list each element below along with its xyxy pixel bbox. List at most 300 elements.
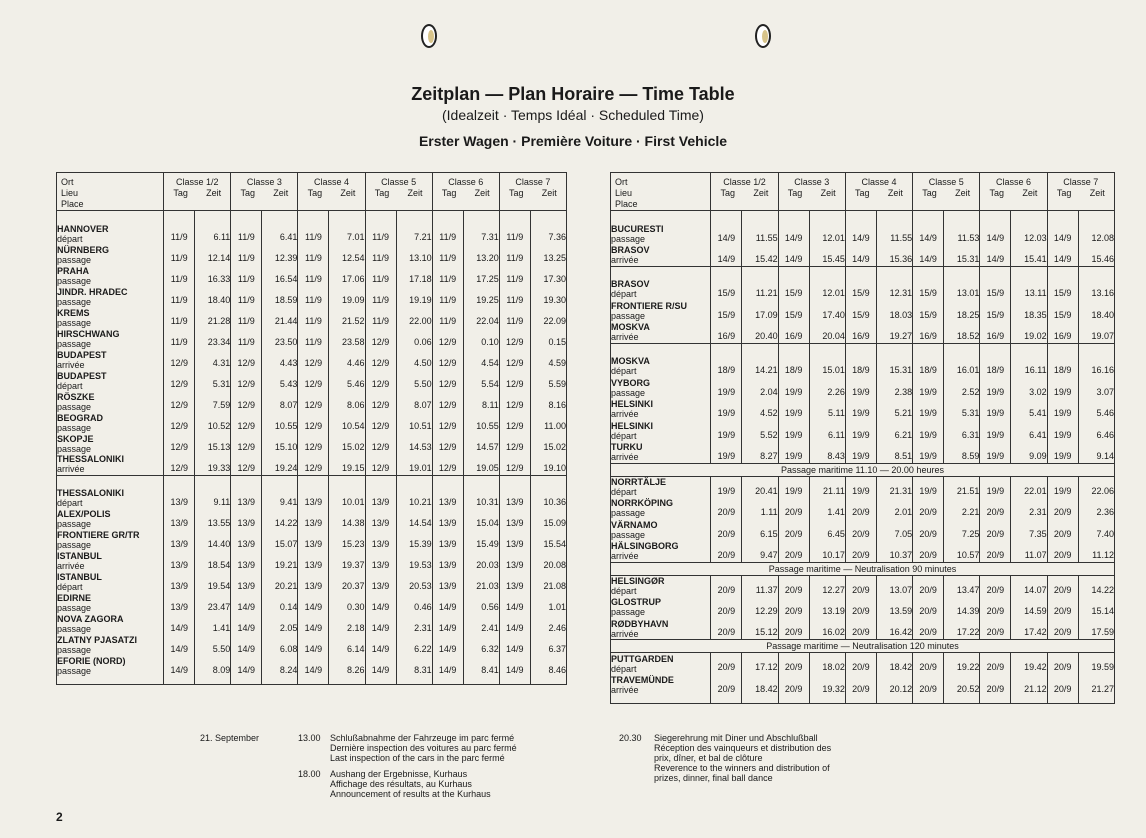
time-cell: 15.12: [742, 618, 778, 640]
spacer-cell: [298, 677, 329, 685]
stop-type: passage: [57, 422, 92, 433]
place-cell: [57, 614, 164, 635]
timetable-row: [611, 442, 1115, 464]
time-cell: 18.03: [876, 300, 912, 322]
day-cell: 16/9: [913, 322, 944, 344]
stop-type: passage: [611, 508, 646, 519]
time-cell: 2.52: [944, 377, 980, 399]
stop-type: passage: [611, 233, 646, 244]
stop-type: passage: [57, 254, 92, 265]
time-cell: 5.46: [329, 370, 365, 391]
day-cell: 20/9: [778, 618, 809, 640]
time-cell: 13.10: [396, 244, 432, 265]
time-cell: 5.50: [195, 635, 231, 656]
spacer-cell: [432, 211, 463, 224]
place-name: NORRTÄLJE: [611, 477, 667, 487]
maritime-note: Passage maritime — Neutralisation 90 minutes: [611, 562, 1115, 575]
day-cell: 14/9: [432, 635, 463, 656]
time-cell: 15.41: [1011, 245, 1047, 267]
place-header-line: Ort: [61, 177, 74, 187]
stop-type: départ: [57, 380, 83, 391]
time-cell: 12.39: [262, 244, 298, 265]
timetable-row: [57, 593, 567, 614]
spacer-cell: [913, 266, 944, 279]
timetable-row: [611, 245, 1115, 267]
stop-type: passage: [611, 387, 646, 398]
maritime-note: Passage maritime — Neutralisation 120 minutes: [611, 640, 1115, 653]
day-cell: 11/9: [499, 307, 530, 328]
day-cell: 11/9: [298, 328, 329, 349]
time-cell: 10.36: [530, 488, 566, 509]
time-cell: 16.42: [876, 618, 912, 640]
place-name: HELSINGØR: [611, 576, 665, 586]
tag-zeit-labels: [164, 188, 230, 199]
day-cell: 16/9: [778, 322, 809, 344]
day-cell: 14/9: [164, 614, 195, 635]
day-cell: 13/9: [432, 509, 463, 530]
day-cell: 20/9: [980, 541, 1011, 563]
day-cell: 15/9: [1047, 300, 1078, 322]
time-cell: 7.05: [876, 519, 912, 541]
spacer-cell: [329, 677, 365, 685]
stop-type: passage: [57, 338, 92, 349]
schedule-line: Aushang der Ergebnisse, Kurhaus: [330, 769, 468, 779]
day-cell: 20/9: [1047, 674, 1078, 696]
time-cell: 10.17: [809, 541, 845, 563]
day-cell: 20/9: [913, 498, 944, 520]
spacer-cell: [164, 211, 195, 224]
spacer-cell: [1011, 343, 1047, 356]
day-cell: 13/9: [365, 572, 396, 593]
time-cell: 15.39: [396, 530, 432, 551]
time-cell: 2.31: [396, 614, 432, 635]
day-cell: 12/9: [298, 412, 329, 433]
day-cell: 13/9: [164, 572, 195, 593]
stop-type: départ: [611, 586, 637, 596]
time-cell: 17.12: [742, 653, 778, 675]
place-name: ISTANBUL: [57, 572, 102, 582]
stop-type: départ: [611, 663, 637, 674]
day-cell: 14/9: [365, 593, 396, 614]
day-cell: 14/9: [778, 223, 809, 245]
time-cell: 18.40: [1078, 300, 1114, 322]
time-cell: 11.55: [876, 223, 912, 245]
place-column-header: [611, 173, 711, 211]
time-cell: 8.09: [195, 656, 231, 677]
day-cell: 19/9: [711, 377, 742, 399]
day-cell: 13/9: [499, 530, 530, 551]
day-cell: 19/9: [711, 476, 742, 498]
spacer-cell: [944, 266, 980, 279]
time-cell: 12.08: [1078, 223, 1114, 245]
day-cell: 19/9: [778, 399, 809, 421]
time-cell: 13.11: [1011, 279, 1047, 301]
timetable-row: [57, 509, 567, 530]
schedule-text: [330, 733, 517, 763]
spacer-cell: [329, 211, 365, 224]
day-cell: 14/9: [432, 656, 463, 677]
timetable-row: [611, 519, 1115, 541]
spacer-row: [611, 211, 1115, 224]
day-cell: 20/9: [913, 653, 944, 675]
timetable-row: [611, 498, 1115, 520]
day-cell: 13/9: [164, 593, 195, 614]
time-cell: 14.59: [1011, 597, 1047, 619]
time-cell: 15.10: [262, 433, 298, 454]
timetable-row: [611, 541, 1115, 563]
day-cell: 20/9: [980, 618, 1011, 640]
timetable-row: [611, 618, 1115, 640]
time-cell: 15.54: [530, 530, 566, 551]
timetable-row: [57, 286, 567, 307]
spacer-cell: [711, 211, 742, 224]
zeit-label: Zeit: [407, 188, 423, 198]
day-cell: 12/9: [432, 454, 463, 475]
spacer-cell: [778, 343, 809, 356]
place-cell: [611, 541, 711, 563]
place-name: NORRKÖPING: [611, 498, 674, 509]
time-cell: 6.15: [742, 519, 778, 541]
timetable-row: [57, 265, 567, 286]
day-cell: 11/9: [499, 265, 530, 286]
place-cell: [611, 575, 711, 597]
time-cell: 0.56: [463, 593, 499, 614]
spacer-cell: [463, 211, 499, 224]
tag-zeit-labels: [846, 188, 912, 199]
time-cell: 17.06: [329, 265, 365, 286]
place-cell: [57, 349, 164, 370]
spacer-cell: [530, 211, 566, 224]
zeit-label: Zeit: [206, 188, 222, 198]
day-cell: 20/9: [845, 597, 876, 619]
day-cell: 11/9: [499, 223, 530, 244]
stop-type: passage: [57, 666, 92, 676]
spacer-cell: [365, 677, 396, 685]
day-cell: 12/9: [499, 433, 530, 454]
day-cell: 16/9: [711, 322, 742, 344]
day-cell: 12/9: [164, 433, 195, 454]
time-cell: 5.41: [1011, 399, 1047, 421]
day-cell: 13/9: [365, 488, 396, 509]
day-cell: 11/9: [231, 223, 262, 244]
place-name: SKOPJE: [57, 433, 94, 444]
time-cell: 0.14: [262, 593, 298, 614]
timetable-row: [57, 551, 567, 572]
place-header-line: Lieu: [61, 188, 79, 198]
day-cell: 14/9: [711, 245, 742, 267]
day-cell: 12/9: [499, 370, 530, 391]
stop-type: départ: [611, 289, 637, 300]
place-header-line: Lieu: [615, 188, 633, 198]
spacer-cell: [980, 266, 1011, 279]
day-cell: 20/9: [845, 519, 876, 541]
day-cell: 13/9: [432, 530, 463, 551]
place-header-line: Place: [615, 199, 638, 209]
time-cell: 14.54: [396, 509, 432, 530]
day-cell: 20/9: [913, 618, 944, 640]
place-name: GLOSTRUP: [611, 597, 662, 608]
time-cell: 9.47: [742, 541, 778, 563]
spacer-cell: [876, 343, 912, 356]
spacer-cell: [778, 266, 809, 279]
day-cell: 19/9: [845, 377, 876, 399]
place-name: EDIRNE: [57, 593, 92, 603]
day-cell: 19/9: [711, 420, 742, 442]
time-cell: 13.25: [530, 244, 566, 265]
day-cell: 15/9: [845, 300, 876, 322]
place-header-line: Ort: [615, 177, 628, 187]
schedule-line: Siegerehrung mit Diner und Abschlußball: [654, 733, 818, 743]
place-cell: [611, 223, 711, 245]
time-cell: 10.55: [463, 412, 499, 433]
time-cell: 6.08: [262, 635, 298, 656]
zeit-label: Zeit: [955, 188, 971, 198]
time-cell: 2.21: [944, 498, 980, 520]
day-cell: 13/9: [231, 551, 262, 572]
day-cell: 14/9: [913, 223, 944, 245]
day-cell: 12/9: [365, 349, 396, 370]
time-cell: 2.46: [530, 614, 566, 635]
day-cell: 18/9: [1047, 356, 1078, 378]
day-cell: 19/9: [913, 420, 944, 442]
time-cell: 23.50: [262, 328, 298, 349]
day-cell: 13/9: [298, 551, 329, 572]
time-cell: 7.59: [195, 391, 231, 412]
spacer-cell: [329, 475, 365, 488]
day-cell: 14/9: [298, 614, 329, 635]
spacer-cell: [845, 696, 876, 704]
spacer-cell: [980, 343, 1011, 356]
timetable-row: [57, 244, 567, 265]
time-cell: 1.11: [742, 498, 778, 520]
time-cell: 6.14: [329, 635, 365, 656]
spacer-cell: [231, 211, 262, 224]
spacer-cell: [742, 211, 778, 224]
stop-type: arrivée: [611, 255, 639, 265]
tag-label: Tag: [441, 188, 457, 198]
time-cell: 14.40: [195, 530, 231, 551]
time-cell: 20.41: [742, 476, 778, 498]
place-cell: [57, 656, 164, 677]
time-cell: 19.01: [396, 454, 432, 475]
day-cell: 11/9: [164, 223, 195, 244]
time-cell: 13.16: [1078, 279, 1114, 301]
time-cell: 7.25: [944, 519, 980, 541]
tag-zeit-labels: [500, 188, 566, 199]
time-cell: 14.21: [742, 356, 778, 378]
day-cell: 19/9: [913, 442, 944, 464]
day-cell: 15/9: [778, 300, 809, 322]
time-cell: 20.37: [329, 572, 365, 593]
spacer-cell: [231, 475, 262, 488]
time-cell: 7.40: [1078, 519, 1114, 541]
day-cell: 11/9: [432, 307, 463, 328]
time-cell: 4.59: [530, 349, 566, 370]
time-cell: 16.33: [195, 265, 231, 286]
place-cell: [57, 412, 164, 433]
day-cell: 13/9: [499, 509, 530, 530]
spacer-cell: [876, 266, 912, 279]
place-name: PUTTGARDEN: [611, 653, 674, 664]
day-cell: 12/9: [231, 349, 262, 370]
day-cell: 14/9: [711, 223, 742, 245]
day-cell: 19/9: [845, 420, 876, 442]
day-cell: 20/9: [913, 575, 944, 597]
time-cell: 1.41: [809, 498, 845, 520]
class-column-header: [778, 173, 845, 211]
place-name: HANNOVER: [57, 223, 109, 234]
time-cell: 13.20: [463, 244, 499, 265]
time-cell: 15.01: [809, 356, 845, 378]
time-cell: 9.14: [1078, 442, 1114, 464]
timetable-row: [57, 454, 567, 475]
time-cell: 19.53: [396, 551, 432, 572]
tag-label: Tag: [989, 188, 1005, 198]
spacer-row: [611, 343, 1115, 356]
day-cell: 12/9: [231, 433, 262, 454]
spacer-cell: [57, 211, 164, 224]
day-cell: 14/9: [499, 635, 530, 656]
time-cell: 19.27: [876, 322, 912, 344]
time-cell: 20.12: [876, 674, 912, 696]
class-name: Classe 4: [861, 177, 897, 187]
tag-zeit-labels: [980, 188, 1046, 199]
day-cell: 12/9: [231, 454, 262, 475]
time-cell: 8.31: [396, 656, 432, 677]
maritime-note-row: [611, 640, 1115, 653]
tag-label: Tag: [855, 188, 870, 198]
place-name: EFORIE (NORD): [57, 656, 126, 666]
time-cell: 22.09: [530, 307, 566, 328]
time-cell: 2.31: [1011, 498, 1047, 520]
day-cell: 16/9: [845, 322, 876, 344]
time-cell: 14.39: [944, 597, 980, 619]
class-column-header: [432, 173, 499, 211]
time-cell: 11.55: [742, 223, 778, 245]
day-cell: 13/9: [365, 551, 396, 572]
spacer-cell: [913, 696, 944, 704]
spacer-cell: [262, 475, 298, 488]
time-cell: 5.46: [1078, 399, 1114, 421]
time-cell: 6.46: [1078, 420, 1114, 442]
spacer-cell: [1078, 343, 1114, 356]
day-cell: 19/9: [980, 377, 1011, 399]
time-cell: 15.36: [876, 245, 912, 267]
day-cell: 20/9: [913, 597, 944, 619]
class-name: Classe 5: [928, 177, 964, 187]
time-cell: 12.31: [876, 279, 912, 301]
stop-type: arrivée: [611, 409, 639, 420]
spacer-cell: [845, 266, 876, 279]
day-cell: 19/9: [913, 377, 944, 399]
time-cell: 10.55: [262, 412, 298, 433]
stop-type: départ: [57, 233, 83, 244]
spacer-cell: [1047, 266, 1078, 279]
time-cell: 14.57: [463, 433, 499, 454]
tag-zeit-labels: [366, 188, 432, 199]
time-cell: 12.01: [809, 279, 845, 301]
time-cell: 2.05: [262, 614, 298, 635]
day-cell: 19/9: [1047, 399, 1078, 421]
stop-type: passage: [57, 296, 92, 307]
day-cell: 11/9: [298, 223, 329, 244]
stop-type: départ: [57, 582, 83, 592]
day-cell: 14/9: [499, 656, 530, 677]
zeit-label: Zeit: [1022, 188, 1038, 198]
day-cell: 14/9: [365, 614, 396, 635]
stop-type: passage: [57, 540, 92, 550]
table-header-row: [57, 173, 567, 211]
day-cell: 20/9: [845, 674, 876, 696]
spacer-cell: [1078, 696, 1114, 704]
day-cell: 19/9: [980, 476, 1011, 498]
day-cell: 15/9: [980, 279, 1011, 301]
day-cell: 19/9: [1047, 476, 1078, 498]
spacer-cell: [980, 696, 1011, 704]
time-cell: 17.18: [396, 265, 432, 286]
stop-type: passage: [57, 624, 92, 634]
day-cell: 19/9: [778, 442, 809, 464]
time-cell: 16.11: [1011, 356, 1047, 378]
time-cell: 13.59: [876, 597, 912, 619]
place-name: HELSINKI: [611, 399, 654, 410]
schedule-text: [654, 733, 831, 783]
time-cell: 7.31: [463, 223, 499, 244]
binder-hole-right: [755, 24, 771, 48]
time-cell: 18.25: [944, 300, 980, 322]
class-column-header: [913, 173, 980, 211]
day-cell: 19/9: [711, 399, 742, 421]
tag-zeit-labels: [433, 188, 499, 199]
tag-zeit-labels: [298, 188, 364, 199]
day-cell: 12/9: [164, 454, 195, 475]
schedule-line: Announcement of results at the Kurhaus: [330, 789, 491, 799]
place-cell: [57, 593, 164, 614]
time-cell: 5.52: [742, 420, 778, 442]
day-cell: 11/9: [432, 286, 463, 307]
spacer-cell: [164, 677, 195, 685]
time-cell: 4.31: [195, 349, 231, 370]
day-cell: 11/9: [499, 244, 530, 265]
time-cell: 6.37: [530, 635, 566, 656]
spacer-cell: [365, 211, 396, 224]
time-cell: 5.43: [262, 370, 298, 391]
place-cell: [611, 399, 711, 421]
tag-label: Tag: [240, 188, 255, 198]
day-cell: 13/9: [164, 551, 195, 572]
binder-hole-left: [421, 24, 437, 48]
schedule-line: Réception des vainqueurs et distribution des: [654, 743, 832, 753]
class-column-header: [711, 173, 778, 211]
day-cell: 19/9: [778, 420, 809, 442]
time-cell: 8.24: [262, 656, 298, 677]
time-cell: 4.43: [262, 349, 298, 370]
day-cell: 20/9: [1047, 498, 1078, 520]
vehicle-heading: Erster Wagen · Première Voiture · First Vehicle: [418, 133, 728, 149]
time-cell: 15.42: [742, 245, 778, 267]
day-cell: 12/9: [298, 433, 329, 454]
day-cell: 20/9: [980, 653, 1011, 675]
place-name: TRAVEMÜNDE: [611, 674, 674, 685]
time-cell: 16.16: [1078, 356, 1114, 378]
day-cell: 19/9: [778, 476, 809, 498]
time-cell: 15.07: [262, 530, 298, 551]
time-cell: 15.45: [809, 245, 845, 267]
place-cell: [57, 530, 164, 551]
day-cell: 15/9: [711, 300, 742, 322]
maritime-note: Passage maritime 11.10 — 20.00 heures: [611, 463, 1115, 476]
spacer-cell: [1011, 266, 1047, 279]
